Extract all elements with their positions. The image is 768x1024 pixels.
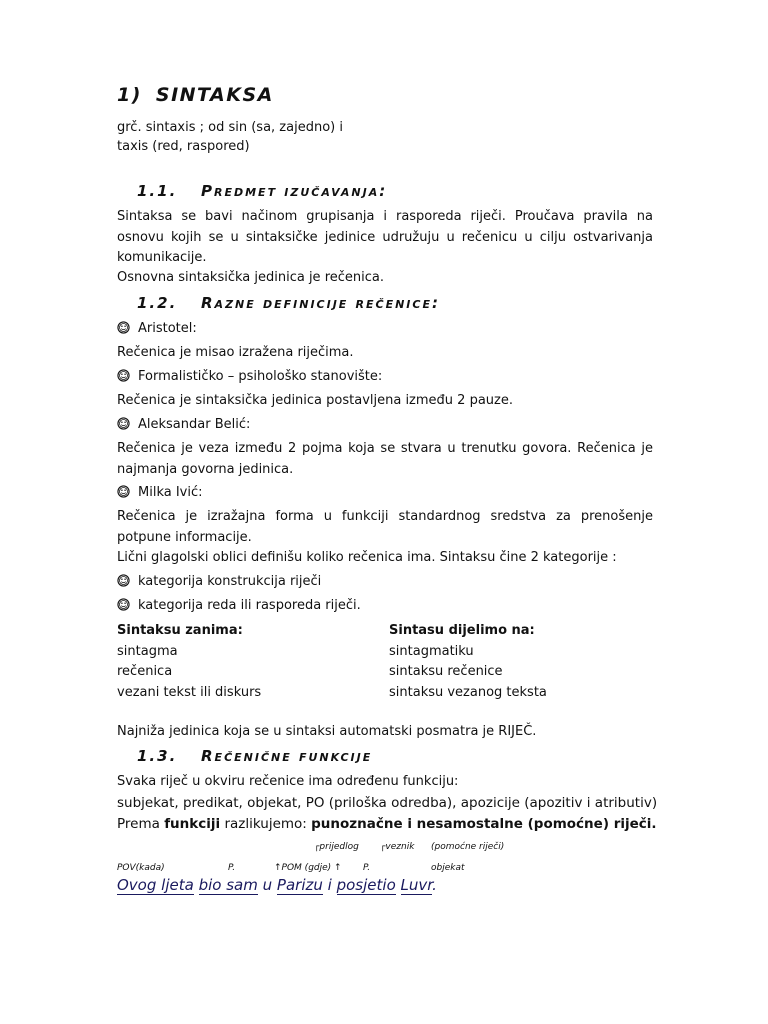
definition-text: Rečenica je sintaksička jedinica postavljena između 2 pauze.	[117, 393, 513, 408]
category-text: kategorija reda ili rasporeda riječi.	[138, 598, 361, 613]
annotation-pomocne: (pomoćne riječi)	[431, 842, 505, 852]
example-word: u	[262, 876, 273, 894]
column-item: rečenica	[117, 664, 173, 679]
text-fragment: razlikujemo:	[220, 816, 312, 832]
definition-author	[117, 319, 197, 339]
annotation-objekat: objekat	[431, 863, 465, 873]
column-item: sintagma	[117, 643, 178, 659]
smiley-icon	[117, 321, 130, 334]
section-number: 1.2.	[137, 294, 178, 312]
author-name: Milka Ivić:	[138, 485, 203, 500]
annotation-veznik: ┌veznik	[380, 842, 415, 852]
etymology-line-1: grč. sintaxis ; od sin (sa, zajedno) i	[117, 120, 343, 135]
definition-text: Rečenica je veza između 2 pojma koja se stvara u trenutku govora. Rečenica je najmanja govorna jedinica.	[117, 441, 653, 477]
author-name: Aleksandar Belić:	[138, 417, 251, 432]
functions-line-2: subjekat, predikat, objekat, PO (priloška odredba), apozicije (apozitiv i atributiv)	[117, 795, 658, 811]
functions-line-1: Svaka riječ u okviru rečenice ima određenu funkciju:	[117, 774, 459, 789]
annotation-pom: ↑POM (gdje) ↑	[274, 863, 342, 873]
smiley-icon	[117, 598, 130, 611]
column-right	[389, 621, 547, 703]
column-item: sintagmatiku	[389, 643, 474, 659]
smiley-icon	[117, 574, 130, 587]
example-word: Parizu	[276, 876, 323, 894]
text-bold: punoznačne i nesamostalne (pomoćne) riječi.	[311, 816, 657, 832]
category-item	[117, 572, 321, 592]
annotation-p2: P.	[363, 863, 371, 873]
example-word: i	[327, 876, 332, 894]
category-text: kategorija konstrukcija riječi	[138, 574, 322, 589]
example-word: Luvr	[400, 876, 433, 894]
author-name: Aristotel:	[138, 321, 197, 336]
section-1-1-note: Osnovna sintaksička jedinica je rečenica.	[117, 270, 384, 285]
lowest-unit-note: Najniža jedinica koja se u sintaksi automatski posmatra je RIJEČ.	[117, 724, 537, 739]
section-title: Rečenične funkcije	[201, 747, 373, 765]
section-title: Predmet izučavanja:	[201, 182, 388, 200]
text-fragment: Prema	[117, 816, 165, 832]
category-item	[117, 596, 361, 616]
column-item: sintaksu vezanog teksta	[389, 684, 547, 700]
author-name: Formalističko – psihološko stanovište:	[138, 369, 383, 384]
example-word: bio sam	[198, 876, 258, 894]
section-number: 1.1.	[137, 182, 178, 200]
verb-note: Lični glagolski oblici definišu koliko rečenica ima. Sintaksu čine 2 kategorije :	[117, 550, 617, 565]
smiley-icon	[117, 417, 130, 430]
definition-text: Rečenica je misao izražena riječima.	[117, 345, 354, 360]
column-item: sintaksu rečenice	[389, 664, 503, 679]
etymology-line-2: taxis (red, raspored)	[117, 139, 250, 154]
column-item: vezani tekst ili diskurs	[117, 684, 262, 700]
section-title: Razne definicije rečenice:	[201, 294, 440, 312]
section-heading-1-2	[137, 294, 440, 312]
example-period: .	[432, 876, 437, 894]
page-title	[117, 84, 274, 106]
section-heading-1-1	[137, 182, 387, 200]
column-left	[117, 621, 261, 703]
example-sentence	[117, 876, 437, 894]
smiley-icon	[117, 485, 130, 498]
section-heading-1-3	[137, 747, 372, 765]
functions-line-3	[117, 814, 657, 834]
example-word: Ovog ljeta	[117, 876, 194, 894]
column-header: Sintasu dijelimo na:	[389, 623, 535, 638]
title-text: SINTAKSA	[155, 84, 274, 106]
smiley-icon	[117, 369, 130, 382]
text-bold: funkciji	[164, 816, 221, 832]
section-1-1-body: Sintaksa se bavi načinom grupisanja i rasporeda riječi. Proučava pravila na osnovu kojih se u sintaksičke jedinice udružuju u rečenicu u cilju ostvarivanja komunikacije.	[117, 209, 653, 265]
annotation-p1: P.	[228, 863, 236, 873]
annotation-prijedlog: ┌prijedlog	[314, 842, 359, 852]
definition-text: Rečenica je izražajna forma u funkciji standardnog sredstva za prenošenje potpune informacije.	[117, 509, 653, 545]
definition-author	[117, 367, 382, 387]
definition-author	[117, 483, 203, 503]
section-number: 1.3.	[137, 747, 178, 765]
column-header: Sintaksu zanima:	[117, 623, 243, 638]
annotation-pov: POV(kada)	[117, 863, 165, 873]
example-word: posjetio	[336, 876, 396, 894]
title-number: 1)	[117, 84, 142, 106]
definition-author	[117, 415, 250, 435]
